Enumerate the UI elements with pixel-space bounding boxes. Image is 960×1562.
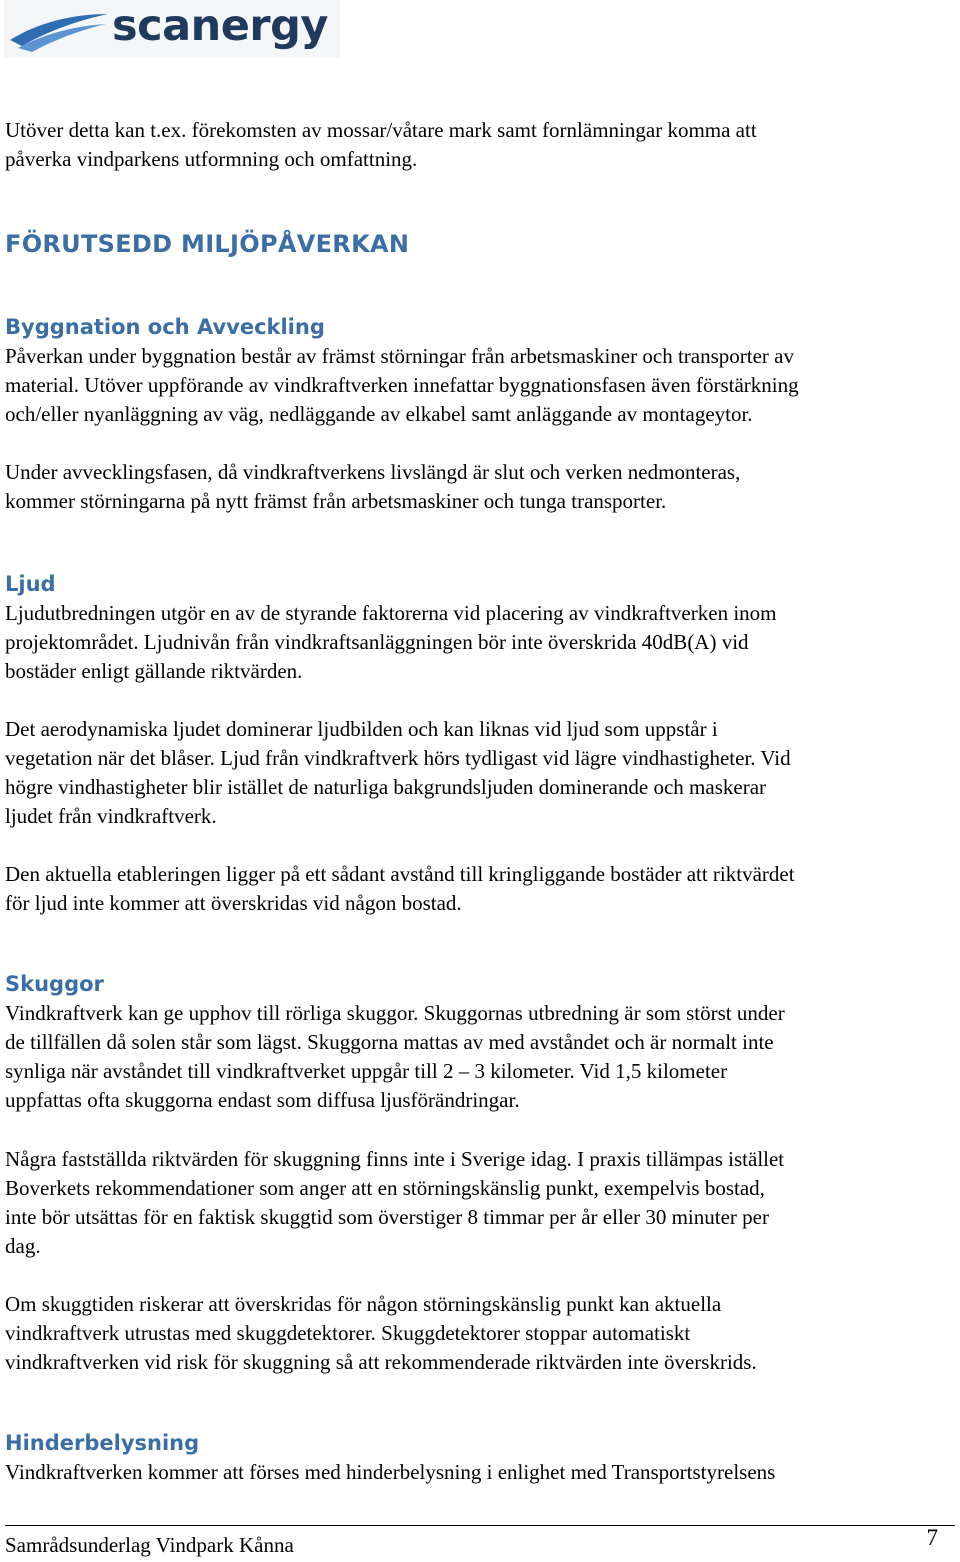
text-line: för ljud inte kommer att överskridas vid någon bostad. bbox=[5, 891, 462, 915]
skuggor-paragraph-2 bbox=[5, 1145, 957, 1261]
text-line: ljudet från vindkraftverk. bbox=[5, 804, 217, 828]
heading-hinderbelysning: Hinderbelysning bbox=[5, 1431, 200, 1455]
scanergy-logo bbox=[4, 0, 340, 58]
text-line: Den aktuella etableringen ligger på ett sådant avstånd till kringliggande bostäder att riktvärdet bbox=[5, 862, 795, 886]
footer-title: Samrådsunderlag Vindpark Kånna bbox=[5, 1533, 294, 1557]
text-line: Vindkraftverken kommer att förses med hinderbelysning i enlighet med Transportstyrelsens bbox=[5, 1460, 776, 1484]
text-line: Det aerodynamiska ljudet dominerar ljudbilden och kan liknas vid ljud som uppstår i bbox=[5, 717, 718, 741]
heading-ljud: Ljud bbox=[5, 572, 56, 596]
text-line: påverka vindparkens utformning och omfattning. bbox=[5, 147, 418, 171]
logo-wordmark: scanergy bbox=[112, 1, 328, 51]
text-line: Vindkraftverk kan ge upphov till rörliga skuggor. Skuggornas utbredning är som störst under bbox=[5, 1001, 785, 1025]
text-line: inte bör utsättas för en faktisk skuggtid som överstiger 8 timmar per år eller 30 minuter per bbox=[5, 1205, 769, 1229]
section-title: FÖRUTSEDD MILJÖPÅVERKAN bbox=[5, 230, 410, 258]
text-line: Utöver detta kan t.ex. förekomsten av mossar/våtare mark samt fornlämningar komma att bbox=[5, 118, 757, 142]
heading-byggnation: Byggnation och Avveckling bbox=[5, 315, 325, 339]
heading-skuggor: Skuggor bbox=[5, 972, 104, 996]
text-line: och/eller nyanläggning av väg, nedläggande av elkabel samt anläggande av montageytor. bbox=[5, 402, 753, 426]
page-number: 7 bbox=[926, 1525, 938, 1550]
text-line: Under avvecklingsfasen, då vindkraftverkens livslängd är slut och verken nedmonteras, bbox=[5, 460, 741, 484]
skuggor-paragraph-3 bbox=[5, 1290, 957, 1377]
swoosh-icon bbox=[4, 0, 114, 58]
byggnation-paragraph-2 bbox=[5, 458, 957, 516]
text-line: vindkraftverk utrustas med skuggdetektorer. Skuggdetektorer stoppar automatiskt bbox=[5, 1321, 691, 1345]
text-line: Boverkets rekommendationer som anger att en störningskänslig punkt, exempelvis bostad, bbox=[5, 1176, 765, 1200]
text-line: kommer störningarna på nytt främst från arbetsmaskiner och tunga transporter. bbox=[5, 489, 667, 513]
text-line: uppfattas ofta skuggorna endast som diffusa ljusförändringar. bbox=[5, 1088, 520, 1112]
ljud-paragraph-1 bbox=[5, 599, 957, 686]
text-line: material. Utöver uppförande av vindkraftverken innefattar byggnationsfasen även förstärkning bbox=[5, 373, 799, 397]
text-line: vegetation när det blåser. Ljud från vindkraftverk hörs tydligast vid lägre vindhastigheter. Vid bbox=[5, 746, 791, 770]
skuggor-paragraph-1 bbox=[5, 999, 957, 1115]
text-line: dag. bbox=[5, 1234, 41, 1258]
text-line: bostäder enligt gällande riktvärden. bbox=[5, 659, 303, 683]
text-line: Ljudutbredningen utgör en av de styrande faktorerna vid placering av vindkraftverken inom bbox=[5, 601, 777, 625]
text-line: projektområdet. Ljudnivån från vindkraftsanläggningen bör inte överskrida 40dB(A) vid bbox=[5, 630, 749, 654]
text-line: Om skuggtiden riskerar att överskridas för någon störningskänslig punkt kan aktuella bbox=[5, 1292, 722, 1316]
byggnation-paragraph-1 bbox=[5, 342, 957, 429]
ljud-paragraph-3 bbox=[5, 860, 957, 918]
ljud-paragraph-2 bbox=[5, 715, 957, 831]
text-line: Några fastställda riktvärden för skuggning finns inte i Sverige idag. I praxis tillämpas istället bbox=[5, 1147, 785, 1171]
intro-paragraph bbox=[5, 116, 957, 174]
hinderbelysning-paragraph-1 bbox=[5, 1458, 957, 1487]
text-line: de tillfällen då solen står som lägst. Skuggorna mattas av med avståndet och är normalt inte bbox=[5, 1030, 774, 1054]
text-line: högre vindhastigheter blir istället de naturliga bakgrundsljuden dominerande och maskerar bbox=[5, 775, 767, 799]
text-line: Påverkan under byggnation består av främst störningar från arbetsmaskiner och transporter av bbox=[5, 344, 794, 368]
text-line: synliga när avståndet till vindkraftverket uppgår till 2 – 3 kilometer. Vid 1,5 kilometer bbox=[5, 1059, 728, 1083]
text-line: vindkraftverken vid risk för skuggning så att rekommenderade riktvärden inte överskrids. bbox=[5, 1350, 757, 1374]
footer-divider bbox=[5, 1525, 955, 1526]
